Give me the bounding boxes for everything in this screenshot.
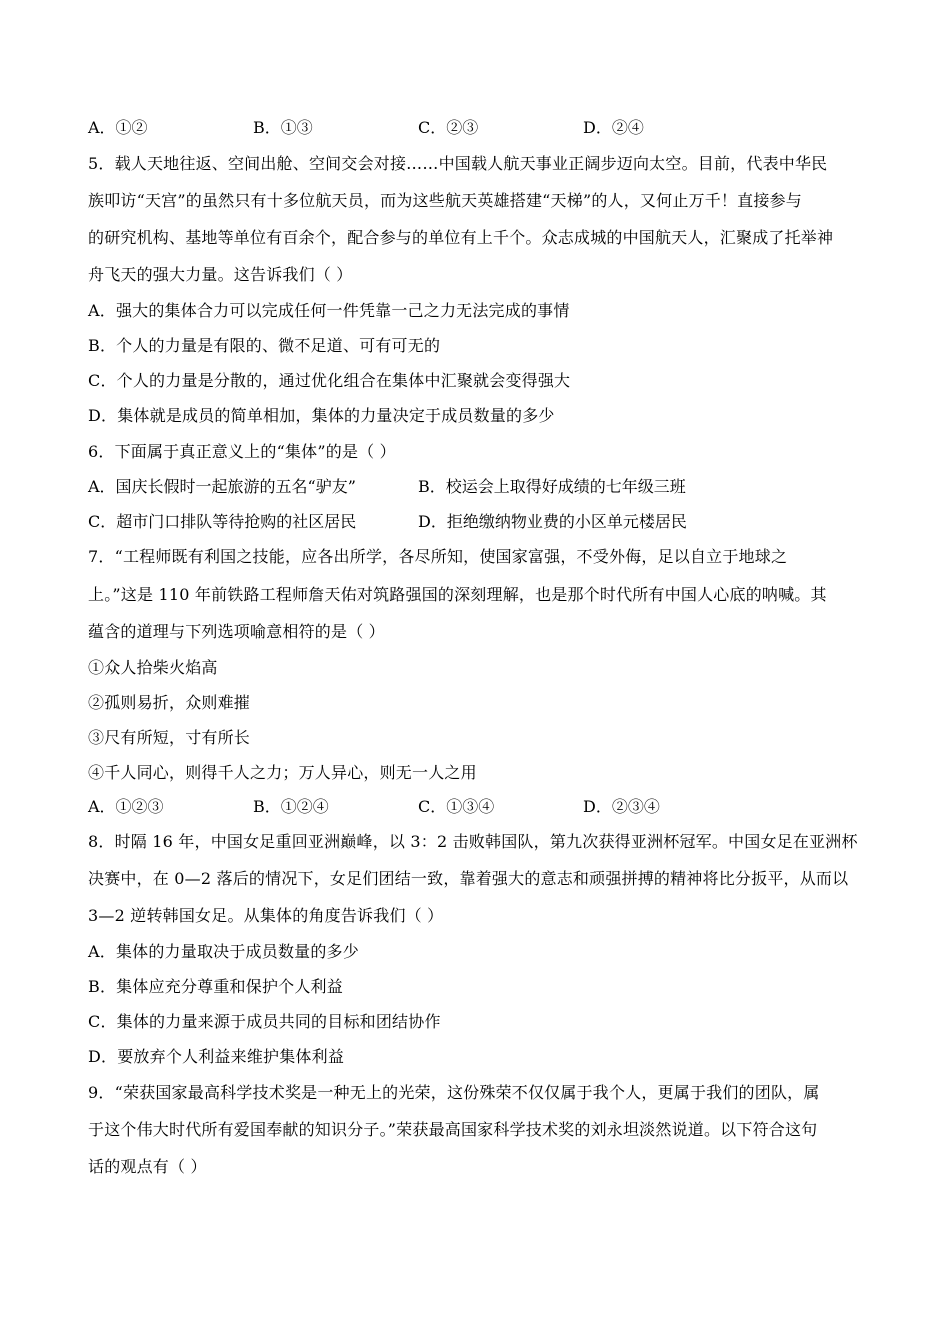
- q8-stem-line: 3—2 逆转韩国女足。从集体的角度告诉我们（ ）: [88, 906, 444, 925]
- q5-stem-line: 5．载人天地往返、空间出舱、空间交会对接……中国载人航天事业正阔步迈向太空。目前，代表中华民: [88, 154, 828, 173]
- q5-stem-line: 的研究机构、基地等单位有百余个，配合参与的单位有上千个。众志成城的中国航天人，汇聚成了托举神: [88, 228, 834, 247]
- q5-stem-line: 族叩访“天宫”的虽然只有十多位航天员，而为这些航天英雄搭建“天梯”的人，又何止万千！直接参与: [88, 191, 802, 210]
- q4-option-b: B．①③: [253, 118, 313, 137]
- q8-option-c: C．集体的力量来源于成员共同的目标和团结协作: [88, 1012, 441, 1031]
- q7-item-4: ④千人同心，则得千人之力；万人异心，则无一人之用: [88, 763, 477, 782]
- q5-option-b: B．个人的力量是有限的、微不足道、可有可无的: [88, 336, 441, 355]
- q8-stem-line: 8．时隔 16 年，中国女足重回亚洲巅峰，以 3：2 击败韩国队，第九次获得亚洲杯冠军。中国女足在亚洲杯: [88, 832, 858, 851]
- q4-option-d: D．②④: [583, 118, 644, 137]
- q5-option-a: A．强大的集体合力可以完成任何一件凭靠一己之力无法完成的事情: [88, 301, 570, 320]
- q7-option-a: A．①②③: [88, 797, 164, 816]
- q5-option-c: C．个人的力量是分散的，通过优化组合在集体中汇聚就会变得强大: [88, 371, 571, 390]
- q6-stem: 6．下面属于真正意义上的“集体”的是（ ）: [88, 442, 396, 461]
- q4-option-a: A．①②: [88, 118, 148, 137]
- q9-stem-line: 9．“荣获国家最高科学技术奖是一种无上的光荣，这份殊荣不仅仅属于我个人，更属于我们的团队，属: [88, 1083, 820, 1102]
- q8-option-d: D．要放弃个人利益来维护集体利益: [88, 1047, 345, 1066]
- q7-item-1: ①众人拾柴火焰高: [88, 658, 218, 677]
- q5-option-d: D．集体就是成员的简单相加，集体的力量决定于成员数量的多少: [88, 406, 555, 425]
- q8-option-b: B．集体应充分尊重和保护个人利益: [88, 977, 343, 996]
- q7-stem-line: 7．“工程师既有利国之技能，应各出所学，各尽所知，使国家富强，不受外侮，足以自立于地球之: [88, 547, 788, 566]
- q7-option-c: C．①③④: [418, 797, 495, 816]
- q8-stem-line: 决赛中，在 0—2 落后的情况下，女足们团结一致，靠着强大的意志和顽强拼搏的精神将比分扳平，从而以: [88, 869, 849, 888]
- q6-option-b: B．校运会上取得好成绩的七年级三班: [418, 477, 686, 496]
- q7-item-3: ③尺有所短，寸有所长: [88, 728, 251, 747]
- q7-stem-line: 上。”这是 110 年前铁路工程师詹天佑对筑路强国的深刻理解，也是那个时代所有中国人心底的呐喊。其: [88, 585, 827, 604]
- q7-option-d: D．②③④: [583, 797, 660, 816]
- q7-stem-line: 蕴含的道理与下列选项喻意相符的是（ ）: [88, 622, 385, 641]
- q5-stem-line: 舟飞天的强大力量。这告诉我们（ ）: [88, 265, 353, 284]
- q9-stem-line: 于这个伟大时代所有爱国奉献的知识分子。”荣获最高国家科学技术奖的刘永坦淡然说道。以下符合这句: [88, 1120, 818, 1139]
- q4-option-c: C．②③: [418, 118, 479, 137]
- q7-option-b: B．①②④: [253, 797, 329, 816]
- q9-stem-line: 话的观点有（ ）: [88, 1157, 207, 1176]
- q6-option-c: C．超市门口排队等待抢购的社区居民: [88, 512, 357, 531]
- q8-option-a: A．集体的力量取决于成员数量的多少: [88, 942, 359, 961]
- q7-item-2: ②孤则易折，众则难摧: [88, 693, 251, 712]
- q6-option-a: A．国庆长假时一起旅游的五名“驴友”: [88, 477, 356, 496]
- q6-option-d: D．拒绝缴纳物业费的小区单元楼居民: [418, 512, 687, 531]
